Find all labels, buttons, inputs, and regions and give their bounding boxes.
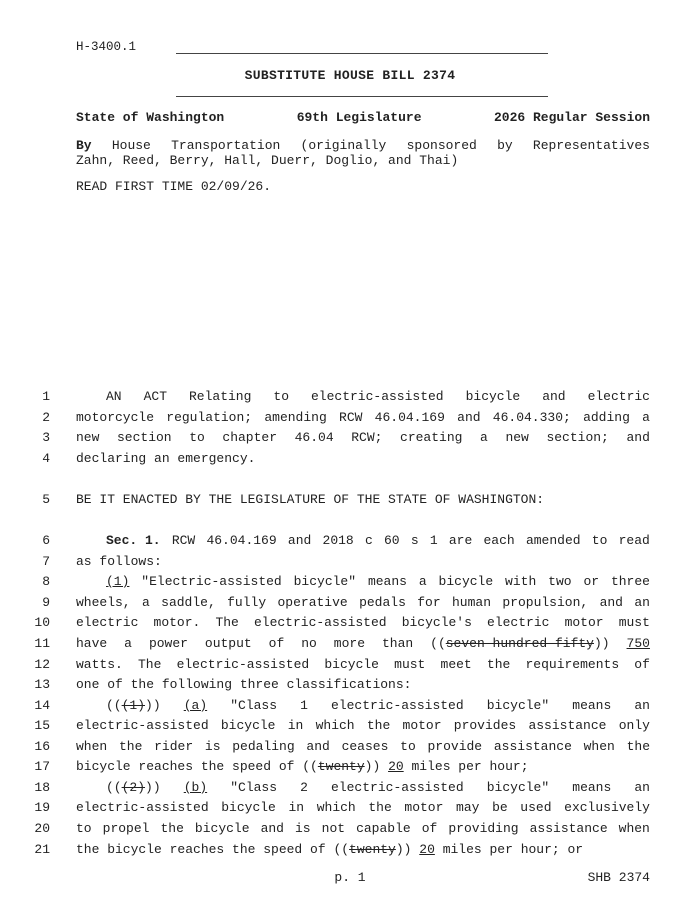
word: the <box>366 718 391 733</box>
bill-line <box>0 389 700 409</box>
line-text: as follows: <box>76 554 162 569</box>
word: the <box>626 739 650 754</box>
line-text <box>76 389 650 404</box>
line-number: 9 <box>42 595 50 610</box>
word: "Class <box>230 698 278 713</box>
bill-line <box>0 451 700 471</box>
bill-line <box>0 842 700 862</box>
word: amended <box>525 533 581 548</box>
word: for <box>417 595 441 610</box>
word: which <box>316 800 356 815</box>
line-number: 3 <box>42 430 50 445</box>
bill-line <box>0 739 700 759</box>
line-segment: miles per hour; <box>411 759 529 774</box>
word: new <box>505 430 529 445</box>
word: ACT <box>143 389 167 404</box>
line-text <box>76 410 650 425</box>
word: a <box>418 574 427 589</box>
header-rule-bottom <box>176 96 548 97</box>
word: to <box>189 430 205 445</box>
sponsor-word: House <box>111 138 151 153</box>
word: section; <box>546 430 609 445</box>
page-number: p. 1 <box>334 870 366 885</box>
word: human <box>452 595 492 610</box>
bill-line <box>0 657 700 677</box>
word: a <box>124 636 132 651</box>
line-text: one of the following three classifications: <box>76 677 412 692</box>
word: power <box>148 636 188 651</box>
bill-line <box>0 533 700 553</box>
line-text: the bicycle reaches the speed of ((twenty)) 20 miles per hour; or <box>76 842 584 857</box>
word: electric-assisted <box>310 389 444 404</box>
word: 46.04.169 <box>374 410 445 425</box>
word: an <box>634 595 650 610</box>
line-number: 8 <box>42 574 50 589</box>
word: bicycle <box>438 574 494 589</box>
word: assistance <box>529 821 608 836</box>
word: chapter <box>222 430 278 445</box>
struck-text: (1) <box>121 698 146 713</box>
word: propulsion, <box>502 595 589 610</box>
line-number: 10 <box>34 615 50 630</box>
word: more <box>333 636 366 651</box>
word: the <box>486 657 511 672</box>
word: an <box>634 780 650 795</box>
word: operative <box>277 595 348 610</box>
word: section <box>117 430 172 445</box>
document-id: H-3400.1 <box>76 40 137 54</box>
line-number: 11 <box>34 636 50 651</box>
word: adding <box>583 410 630 425</box>
word: used <box>520 800 552 815</box>
bill-line <box>0 595 700 615</box>
word: to <box>273 389 289 404</box>
word: AN <box>106 389 122 404</box>
state-name: State of Washington <box>76 110 225 125</box>
word: motor <box>402 718 442 733</box>
inserted-text: 20 <box>388 759 404 774</box>
word: when <box>618 821 650 836</box>
word: or <box>583 574 600 589</box>
word: and <box>626 430 650 445</box>
bill-line <box>0 615 700 635</box>
word: regulation; <box>166 410 253 425</box>
word: in <box>287 718 304 733</box>
word: of <box>421 821 438 836</box>
line-number: 1 <box>42 389 50 404</box>
word: a <box>480 430 488 445</box>
word: bicycle" <box>486 780 550 795</box>
line-text <box>76 739 650 754</box>
word: three <box>610 574 650 589</box>
word: 2 <box>300 780 308 795</box>
sponsor-word: sponsored <box>406 138 477 153</box>
word: electric-assisted <box>76 718 209 733</box>
word: is <box>295 821 311 836</box>
struck-text: seven hundred fifty <box>445 636 594 651</box>
line-text <box>76 780 650 795</box>
word: motor. <box>153 615 201 630</box>
word: wheels, <box>76 595 131 610</box>
word: bicycle <box>465 389 521 404</box>
word: assistance <box>528 718 607 733</box>
line-segment: bicycle reaches the speed of <box>76 759 295 774</box>
word: means <box>367 574 407 589</box>
word: two <box>548 574 572 589</box>
word: may <box>456 800 480 815</box>
line-text <box>76 615 650 630</box>
word: motorcycle <box>76 410 155 425</box>
line-text <box>76 430 650 445</box>
line-number: 18 <box>34 780 50 795</box>
word: of <box>634 657 650 672</box>
word: each <box>483 533 515 548</box>
word: provide <box>427 739 483 754</box>
word: c <box>364 533 373 548</box>
struck-text: (2) <box>121 780 146 795</box>
line-number: 15 <box>34 718 50 733</box>
line-number: 14 <box>34 698 50 713</box>
word: and <box>599 595 623 610</box>
amendment-group: ((seven hundred fifty)) <box>430 636 610 651</box>
word: are <box>448 533 473 548</box>
session-name: 2026 Regular Session <box>493 110 650 125</box>
sponsor-word: Representatives <box>532 138 650 153</box>
line-text <box>76 574 650 589</box>
line-segment: miles per hour; or <box>442 842 584 857</box>
word: and <box>457 410 481 425</box>
word: which <box>315 718 355 733</box>
word: to <box>591 533 608 548</box>
bill-line <box>0 759 700 779</box>
word: fully <box>227 595 267 610</box>
word: electric-assisted <box>331 698 464 713</box>
line-number: 16 <box>34 739 50 754</box>
bill-title: SUBSTITUTE HOUSE BILL 2374 <box>244 68 456 83</box>
word: means <box>572 780 612 795</box>
word: when <box>76 739 108 754</box>
word: to <box>400 739 416 754</box>
word: providing <box>448 821 519 836</box>
inserted-text: (a) <box>183 698 208 713</box>
sponsor-line-2: Zahn, Reed, Berry, Hall, Duerr, Doglio, and Thai) <box>76 153 459 168</box>
word: an <box>634 698 650 713</box>
word: and <box>542 389 566 404</box>
word: than <box>381 636 414 651</box>
word: a <box>141 595 150 610</box>
word: bicycle" <box>293 574 357 589</box>
inserted-text: 20 <box>419 842 435 857</box>
line-number: 17 <box>34 759 50 774</box>
word: electric-assisted <box>176 657 310 672</box>
word: a <box>642 410 650 425</box>
struck-text: twenty <box>349 842 396 857</box>
bill-line <box>0 821 700 841</box>
word: must <box>394 657 426 672</box>
word: 46.04.330; <box>492 410 571 425</box>
line-text <box>76 821 650 836</box>
word: assistance <box>493 739 572 754</box>
word: electric-assisted <box>76 800 209 815</box>
word: electric <box>76 615 139 630</box>
word: 60 <box>383 533 400 548</box>
inserted-text: 750 <box>626 636 650 651</box>
word: bicycle's <box>401 615 472 630</box>
word: watts. <box>76 657 123 672</box>
word: the <box>160 821 184 836</box>
word: exclusively <box>564 800 650 815</box>
word: 1 <box>429 533 438 548</box>
amendment-group: (((2))) <box>106 780 161 795</box>
word: means <box>572 698 612 713</box>
word: electric-assisted <box>253 615 387 630</box>
word: creating <box>400 430 463 445</box>
line-text: declaring an emergency. <box>76 451 256 466</box>
word: Relating <box>188 389 252 404</box>
word: capable <box>356 821 411 836</box>
bill-line <box>0 430 700 450</box>
word: bicycle <box>324 657 379 672</box>
word: to <box>76 821 92 836</box>
line-text <box>76 533 650 548</box>
bill-line <box>0 492 700 512</box>
word: "Class <box>230 780 278 795</box>
word: bicycle <box>194 821 250 836</box>
word: s <box>410 533 419 548</box>
bill-line <box>0 574 700 594</box>
line-text: bicycle reaches the speed of ((twenty)) 20 miles per hour; <box>76 759 529 774</box>
sponsor-word: (originally <box>300 138 387 153</box>
word: with <box>505 574 537 589</box>
line-number: 20 <box>34 821 50 836</box>
session-row <box>76 110 650 125</box>
line-segment: the bicycle reaches the speed of <box>76 842 326 857</box>
line-text <box>76 718 650 733</box>
line-number: 19 <box>34 800 50 815</box>
word: saddle, <box>161 595 216 610</box>
word: ceases <box>341 739 389 754</box>
word: propel <box>102 821 150 836</box>
word: pedals <box>359 595 406 610</box>
word: 46.04 <box>294 430 334 445</box>
word: "Electric-assisted <box>141 574 282 589</box>
sponsor-line-1 <box>76 138 650 153</box>
word: of <box>268 636 285 651</box>
line-number: 12 <box>34 657 50 672</box>
amendment-group: (((1))) <box>106 698 161 713</box>
section-heading: Sec. 1. <box>106 533 161 548</box>
word: output <box>204 636 252 651</box>
bill-code: SHB 2374 <box>587 870 650 885</box>
legislature-number: 69th Legislature <box>296 110 422 125</box>
word: amending <box>264 410 327 425</box>
sponsor-by-label: By <box>76 138 92 153</box>
line-number: 4 <box>42 451 50 466</box>
word: 1 <box>300 698 308 713</box>
word: have <box>76 636 108 651</box>
word: The <box>137 657 162 672</box>
word: electric <box>587 389 650 404</box>
word: new <box>76 430 100 445</box>
bill-line <box>0 677 700 697</box>
bill-line <box>0 718 700 738</box>
word: the <box>118 739 143 754</box>
sponsor-block <box>76 138 650 168</box>
word: 46.04.169 <box>206 533 277 548</box>
word: the <box>368 800 392 815</box>
word: and <box>306 739 330 754</box>
word: The <box>215 615 239 630</box>
line-text <box>76 657 650 672</box>
line-number: 6 <box>42 533 50 548</box>
word: and <box>287 533 312 548</box>
line-text <box>76 800 650 815</box>
word: be <box>492 800 508 815</box>
word: RCW; <box>351 430 383 445</box>
word: pedaling <box>232 739 295 754</box>
word: rider <box>154 739 194 754</box>
bill-line <box>0 410 700 430</box>
bill-line <box>0 800 700 820</box>
word: read <box>618 533 650 548</box>
word: is <box>204 739 221 754</box>
word: and <box>260 821 284 836</box>
line-number: 5 <box>42 492 50 507</box>
word: requirements <box>525 657 620 672</box>
line-number: 21 <box>34 842 50 857</box>
word: bicycle" <box>486 698 550 713</box>
word: bicycle <box>220 718 276 733</box>
enacting-clause: BE IT ENACTED BY THE LEGISLATURE OF THE STATE OF WASHINGTON: <box>76 492 545 507</box>
word: meet <box>440 657 472 672</box>
bill-line <box>0 554 700 574</box>
struck-text: twenty <box>317 759 365 774</box>
line-text <box>76 595 650 610</box>
word: must <box>618 615 650 630</box>
sponsor-word: Transportation <box>171 138 281 153</box>
line-number: 7 <box>42 554 50 569</box>
sponsor-word: by <box>497 138 513 153</box>
word: provides <box>453 718 517 733</box>
bill-line <box>0 780 700 800</box>
word: no <box>301 636 317 651</box>
bill-line <box>0 698 700 718</box>
word: bicycle <box>221 800 276 815</box>
word: not <box>321 821 346 836</box>
read-first-time: READ FIRST TIME 02/09/26. <box>76 179 272 194</box>
word: RCW <box>339 410 363 425</box>
bill-line <box>0 636 700 656</box>
header-rule-top <box>176 53 548 54</box>
word: electric-assisted <box>331 780 464 795</box>
word: electric <box>487 615 550 630</box>
line-number: 13 <box>34 677 50 692</box>
inserted-text: (1) <box>106 574 130 589</box>
word: when <box>583 739 615 754</box>
inserted-text: (b) <box>183 780 208 795</box>
word: motor <box>564 615 604 630</box>
word: RCW <box>171 533 196 548</box>
line-text <box>76 636 650 651</box>
word: only <box>618 718 650 733</box>
word: 2018 <box>322 533 354 548</box>
word: in <box>288 800 305 815</box>
line-number: 2 <box>42 410 50 425</box>
word: motor <box>404 800 444 815</box>
line-text <box>76 698 650 713</box>
